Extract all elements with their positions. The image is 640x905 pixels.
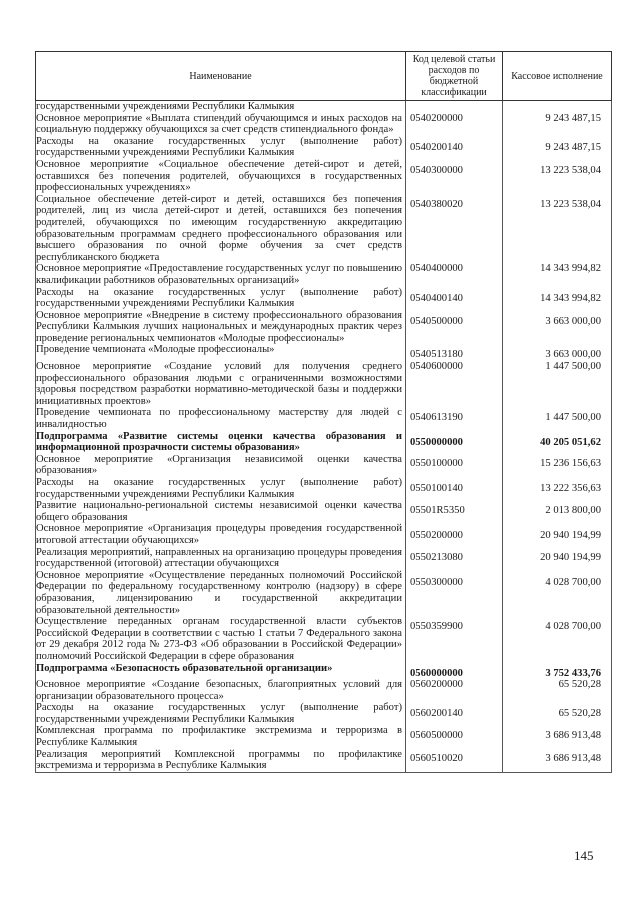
- table-row: [36, 361, 612, 407]
- row-code: 0560200140: [406, 702, 503, 725]
- table-row: [36, 101, 612, 113]
- row-amount: 20 940 194,99: [503, 547, 612, 570]
- row-amount: 13 222 356,63: [503, 477, 612, 500]
- row-amount: 2 013 800,00: [503, 500, 612, 523]
- row-amount: 3 686 913,48: [503, 725, 612, 748]
- row-code: 0550300000: [406, 570, 503, 616]
- table-row: [36, 523, 612, 546]
- row-amount: 40 205 051,62: [503, 431, 612, 454]
- row-amount: 65 520,28: [503, 702, 612, 725]
- row-code: 0540200000: [406, 113, 503, 136]
- row-code: 0550100140: [406, 477, 503, 500]
- row-code: 05501R5350: [406, 500, 503, 523]
- row-amount: 3 686 913,48: [503, 749, 612, 773]
- table-row: [36, 263, 612, 286]
- row-code: [406, 101, 503, 113]
- row-name: Подпрограмма «Развитие системы оценки качества образования и информационной прозрачности системы образования»: [36, 431, 406, 454]
- row-name: Реализация мероприятий Комплексной программы по профилактике экстремизма и терроризма в Республике Калмыкия: [36, 749, 406, 773]
- row-name: Реализация мероприятий, направленных на организацию процедуры проведения государственной (итоговой) аттестации обучающихся: [36, 547, 406, 570]
- table-body: [36, 101, 612, 773]
- row-code: 0560510020: [406, 749, 503, 773]
- row-code: 0560200000: [406, 679, 503, 702]
- table-row: [36, 547, 612, 570]
- row-amount: 14 343 994,82: [503, 287, 612, 310]
- table-row: [36, 136, 612, 159]
- row-name: Основное мероприятие «Выплата стипендий обучающимся и иных расходов на социальную поддержку обучающихся за счет средств стипендиального фонда»: [36, 113, 406, 136]
- table-row: [36, 616, 612, 662]
- table-row: [36, 663, 612, 680]
- row-amount: 9 243 487,15: [503, 113, 612, 136]
- column-header-code: Код целевой статьи расходов по бюджетной классификации: [406, 52, 503, 101]
- table-row: [36, 570, 612, 616]
- row-name: Расходы на оказание государственных услуг (выполнение работ) государственными учреждениями Республики Калмыкия: [36, 287, 406, 310]
- row-code: 0550000000: [406, 431, 503, 454]
- row-code: 0550213080: [406, 547, 503, 570]
- row-name: Развитие национально-региональной системы независимой оценки качества общего образования: [36, 500, 406, 523]
- row-code: 0540400140: [406, 287, 503, 310]
- row-name: Расходы на оказание государственных услуг (выполнение работ) государственными учреждениями Республики Калмыкия: [36, 702, 406, 725]
- row-code: 0540500000: [406, 310, 503, 345]
- row-name: Проведение чемпионата по профессиональному мастерству для людей с инвалидностью: [36, 407, 406, 430]
- row-amount: 3 663 000,00: [503, 344, 612, 361]
- row-name: Осуществление переданных органам государственной власти субъектов Российской Федерации в соответствии с частью 1 статьи 7 Федерального закона от 29 декабря 2012 года № 273-ФЗ «Об образовании в Российской Федерации» полномочий Российской Федерации в сфере образования: [36, 616, 406, 662]
- table-row: [36, 725, 612, 748]
- row-code: 0540380020: [406, 194, 503, 264]
- row-amount: 65 520,28: [503, 679, 612, 702]
- page-number: 145: [574, 848, 594, 863]
- row-name: Расходы на оказание государственных услуг (выполнение работ) государственными учреждениями Республики Калмыкия: [36, 136, 406, 159]
- row-name: Расходы на оказание государственных услуг (выполнение работ) государственными учреждениями Республики Калмыкия: [36, 477, 406, 500]
- table-row: [36, 113, 612, 136]
- row-name: Социальное обеспечение детей-сирот и детей, оставшихся без попечения родителей, лиц из числа детей-сирот и детей, оставшихся без попечения родителей, обучающихся по имеющим государственную аккредитацию образовательным программам среднего профессионального образования или высшего образования по очной форме обучения за счет средств республиканского бюджета: [36, 194, 406, 264]
- table-row: [36, 431, 612, 454]
- table-row: [36, 310, 612, 345]
- row-code: 0560500000: [406, 725, 503, 748]
- row-name: Основное мероприятие «Создание условий для получения среднего профессионального образования людьми с ограниченными возможностями здоровья посредством разработки нормативно-методической базы и поддержки инициативных проектов»: [36, 361, 406, 407]
- table-row: [36, 344, 612, 361]
- row-amount: 1 447 500,00: [503, 407, 612, 430]
- table-row: [36, 679, 612, 702]
- row-code: 0550359900: [406, 616, 503, 662]
- row-code: 0540600000: [406, 361, 503, 407]
- row-code: 0550200000: [406, 523, 503, 546]
- row-amount: 4 028 700,00: [503, 570, 612, 616]
- row-amount: 9 243 487,15: [503, 136, 612, 159]
- row-amount: 13 223 538,04: [503, 159, 612, 194]
- table-row: [36, 194, 612, 264]
- column-header-name: Наименование: [36, 52, 406, 101]
- row-code: 0540300000: [406, 159, 503, 194]
- table-row: [36, 749, 612, 773]
- table-row: [36, 159, 612, 194]
- row-name: Подпрограмма «Безопасность образовательной организации»: [36, 663, 406, 680]
- table-row: [36, 477, 612, 500]
- row-amount: 4 028 700,00: [503, 616, 612, 662]
- row-name: Основное мероприятие «Внедрение в систему профессионального образования Республики Калмыкия лучших национальных и международных практик через проведение региональных чемпионатов «Молодые профессионалы»: [36, 310, 406, 345]
- row-amount: 14 343 994,82: [503, 263, 612, 286]
- row-amount: 1 447 500,00: [503, 361, 612, 407]
- table-header-row: [36, 52, 612, 101]
- table-row: [36, 454, 612, 477]
- row-name: Основное мероприятие «Социальное обеспечение детей-сирот и детей, оставшихся без попечения родителей, обучающихся в государственных профессиональных учреждениях»: [36, 159, 406, 194]
- row-code: 0540200140: [406, 136, 503, 159]
- budget-execution-table: [35, 51, 612, 773]
- row-name: Основное мероприятие «Организация независимой оценки качества образования»: [36, 454, 406, 477]
- row-name: государственными учреждениями Республики Калмыкия: [36, 101, 406, 113]
- row-amount: 3 663 000,00: [503, 310, 612, 345]
- row-name: Проведение чемпионата «Молодые профессионалы»: [36, 344, 406, 361]
- row-name: Основное мероприятие «Предоставление государственных услуг по повышению квалификации работников образовательных организаций»: [36, 263, 406, 286]
- table-row: [36, 287, 612, 310]
- row-name: Основное мероприятие «Осуществление переданных полномочий Российской Федерации по федеральному государственному контролю (надзору) в сфере образования, лицензированию и государственной аккредитации образовательной деятельности»: [36, 570, 406, 616]
- table-row: [36, 702, 612, 725]
- row-code: 0560000000: [406, 663, 503, 680]
- row-name: Комплексная программа по профилактике экстремизма и терроризма в Республике Калмыкия: [36, 725, 406, 748]
- row-amount: 3 752 433,76: [503, 663, 612, 680]
- row-amount: 13 223 538,04: [503, 194, 612, 264]
- row-code: 0550100000: [406, 454, 503, 477]
- column-header-amount: Кассовое исполнение: [503, 52, 612, 101]
- row-name: Основное мероприятие «Создание безопасных, благоприятных условий для организации образовательного процесса»: [36, 679, 406, 702]
- row-code: 0540513180: [406, 344, 503, 361]
- row-amount: 15 236 156,63: [503, 454, 612, 477]
- row-code: 0540613190: [406, 407, 503, 430]
- row-code: 0540400000: [406, 263, 503, 286]
- row-amount: 20 940 194,99: [503, 523, 612, 546]
- table-row: [36, 500, 612, 523]
- table-row: [36, 407, 612, 430]
- row-amount: [503, 101, 612, 113]
- row-name: Основное мероприятие «Организация процедуры проведения государственной итоговой аттестации обучающихся»: [36, 523, 406, 546]
